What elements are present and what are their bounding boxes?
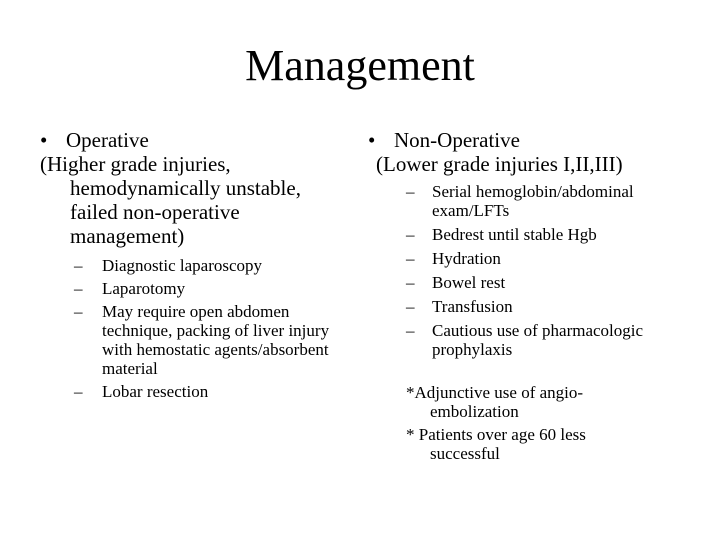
list-item-text: Lobar resection bbox=[102, 382, 209, 401]
operative-heading-text: Operative bbox=[66, 128, 149, 152]
dash-icon: – bbox=[406, 182, 415, 201]
list-item bbox=[406, 182, 672, 220]
non-operative-column bbox=[368, 128, 698, 463]
operative-subheading-line: (Higher grade injuries, bbox=[40, 152, 231, 176]
non-operative-subheading bbox=[368, 152, 698, 176]
dash-icon: – bbox=[74, 302, 83, 321]
non-operative-heading-text: Non-Operative bbox=[394, 128, 520, 152]
non-operative-subheading-text: (Lower grade injuries I,II,III) bbox=[376, 152, 623, 176]
non-operative-heading bbox=[368, 128, 698, 152]
operative-column bbox=[40, 128, 360, 405]
operative-subheading-line: hemodynamically unstable, bbox=[70, 176, 301, 200]
list-item-text: Transfusion bbox=[432, 297, 513, 316]
note-line: embolization bbox=[430, 402, 519, 421]
list-item bbox=[406, 225, 698, 244]
operative-heading bbox=[40, 128, 360, 152]
angio-embolization-note bbox=[406, 383, 698, 421]
operative-subheading-line: management) bbox=[70, 224, 185, 248]
list-item-text: Bowel rest bbox=[432, 273, 506, 292]
age-note bbox=[406, 425, 698, 463]
list-item bbox=[406, 297, 698, 316]
list-item-text: May require open abdomen technique, packing of liver injury with hemostatic agents/absorbent material bbox=[102, 302, 330, 378]
slide-title: Management bbox=[245, 41, 475, 90]
note-line: * Patients over age 60 less bbox=[406, 425, 586, 444]
dash-icon: – bbox=[74, 382, 83, 401]
dash-icon: – bbox=[74, 279, 83, 298]
dash-icon: – bbox=[406, 249, 415, 268]
bullet-icon: • bbox=[40, 128, 48, 152]
operative-subheading-line: failed non-operative bbox=[70, 200, 240, 224]
list-item bbox=[74, 279, 360, 298]
list-item bbox=[74, 382, 360, 401]
dash-icon: – bbox=[406, 273, 415, 292]
list-item bbox=[74, 256, 360, 275]
list-item-text: Hydration bbox=[432, 249, 501, 268]
list-item-text: Cautious use of pharmacologic prophylaxis bbox=[432, 321, 644, 359]
list-item bbox=[74, 302, 362, 378]
operative-list bbox=[74, 256, 360, 401]
note-line: *Adjunctive use of angio- bbox=[406, 383, 584, 402]
note-line: successful bbox=[430, 444, 500, 463]
operative-subheading bbox=[40, 152, 360, 248]
dash-icon: – bbox=[406, 225, 415, 244]
dash-icon: – bbox=[74, 256, 83, 275]
non-operative-list bbox=[406, 182, 698, 359]
bullet-icon: • bbox=[368, 128, 376, 152]
list-item bbox=[406, 321, 672, 359]
list-item bbox=[406, 273, 698, 292]
dash-icon: – bbox=[406, 321, 415, 340]
list-item-text: Diagnostic laparoscopy bbox=[102, 256, 263, 275]
list-item bbox=[406, 249, 698, 268]
list-item-text: Serial hemoglobin/abdominal exam/LFTs bbox=[432, 182, 634, 220]
dash-icon: – bbox=[406, 297, 415, 316]
list-item-text: Laparotomy bbox=[102, 279, 186, 298]
list-item-text: Bedrest until stable Hgb bbox=[432, 225, 597, 244]
